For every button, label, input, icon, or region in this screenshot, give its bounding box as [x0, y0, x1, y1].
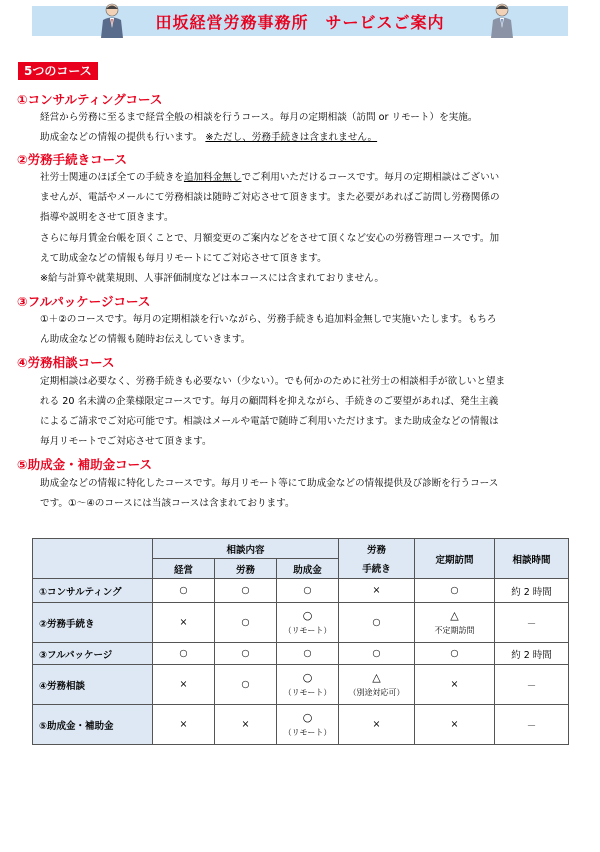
page-title: 田坂経営労務事務所 サービスご案内 — [155, 12, 445, 32]
cell-subsidy-note: （リモート） — [283, 626, 332, 635]
cell-procedures: ○ — [339, 603, 415, 643]
cell-visit — [415, 603, 495, 643]
cell-time: － — [495, 603, 569, 643]
course-subsidy-line-1: 助成金などの情報に特化したコースです。毎月リモート等にて助成金などの情報提供及び診断を行うコース — [40, 478, 499, 489]
cell-procedures: ○ — [339, 643, 415, 665]
header-procedures-2: 手続き — [339, 559, 415, 579]
table-row — [33, 705, 569, 745]
cell-management: × — [153, 603, 215, 643]
cell-management: × — [153, 705, 215, 745]
course-labor-line-1: 社労士関連のほぼ全ての手続きを追加料金無しでご利用いただけるコースです。毎月の定期相談はございい — [40, 172, 500, 183]
course-consult-line-2: れる 20 名未満の企業様限定コースです。毎月の顧問料を抑えながら、手続きのご要望があれば、発生主義 — [40, 396, 499, 407]
table-row — [33, 579, 569, 603]
cell-visit-note: 不定期訪問 — [434, 626, 475, 635]
course-consult-line-1: 定期相談は必要なく、労務手続きも必要ない（少ない）。でも何かのために社労士の相談相手が欲しいと望ま — [40, 376, 506, 387]
cell-labor: ○ — [215, 603, 277, 643]
cell-procedures-note: （別途対応可） — [348, 688, 405, 697]
table-row — [33, 643, 569, 665]
cell-visit: ○ — [415, 643, 495, 665]
row-name: ④労務相談 — [33, 665, 153, 705]
course-title-labor-consultation: ④労務相談コース — [17, 355, 115, 370]
cell-procedures — [339, 665, 415, 705]
cell-labor: × — [215, 705, 277, 745]
cell-time: 約 2 時間 — [495, 579, 569, 603]
cell-subsidy-mark: ○ — [302, 671, 313, 684]
section-label: 5つのコース — [18, 62, 98, 80]
table-row — [33, 603, 569, 643]
course-labor-line-5: えて助成金などの情報も毎月リモートにてご対応させて頂きます。 — [40, 253, 327, 264]
course-title-subsidy: ⑤助成金・補助金コース — [17, 457, 152, 472]
cell-subsidy — [277, 603, 339, 643]
cell-labor: ○ — [215, 643, 277, 665]
header-procedures-1: 労務 — [339, 539, 415, 559]
businessman-left-icon — [98, 2, 126, 38]
header-consultation-group: 相談内容 — [153, 539, 339, 559]
businessman-right-icon — [488, 2, 516, 38]
table-header-row — [33, 539, 569, 559]
course-labor-line-2: ませんが、電話やメールにて労務相談は随時ご対応させて頂きます。また必要があればご訪問し労務関係の — [40, 192, 500, 203]
course-consulting-line-2 — [40, 131, 377, 144]
row-name: ①コンサルティング — [33, 579, 153, 603]
header-regular-visit: 定期訪問 — [415, 539, 495, 579]
cell-visit-mark: △ — [450, 609, 459, 622]
course-consulting-line-2-text: 助成金などの情報の提供も行います。 — [40, 132, 206, 143]
header-management: 経営 — [153, 559, 215, 579]
course-consulting-line-1: 経営から労務に至るまで経営全般の相談を行うコース。毎月の定期相談（訪問 or リモート）を実施。 — [40, 112, 478, 123]
cell-management: ○ — [153, 643, 215, 665]
cell-labor: ○ — [215, 665, 277, 705]
course-consult-line-4: 毎月リモートでご対応させて頂きます。 — [40, 436, 212, 447]
header-subsidy: 助成金 — [277, 559, 339, 579]
course-title-full-package: ③フルパッケージコース — [17, 294, 151, 309]
cell-procedures: × — [339, 579, 415, 603]
course-title-consulting: ①コンサルティングコース — [17, 92, 163, 107]
course-labor-line-6: ※給与計算や就業規則、人事評価制度などは本コースには含まれておりません。 — [40, 273, 384, 284]
cell-subsidy: ○ — [277, 579, 339, 603]
cell-time: － — [495, 665, 569, 705]
course-comparison-table — [32, 538, 569, 745]
course-subsidy-line-2: です。①～④のコースには当該コースは含まれております。 — [40, 498, 295, 509]
cell-subsidy-mark: ○ — [302, 711, 313, 724]
cell-time: － — [495, 705, 569, 745]
row-name: ②労務手続き — [33, 603, 153, 643]
cell-management: × — [153, 665, 215, 705]
header-consult-time: 相談時間 — [495, 539, 569, 579]
row-name: ③フルパッケージ — [33, 643, 153, 665]
cell-time: 約 2 時間 — [495, 643, 569, 665]
cell-subsidy-note: （リモート） — [283, 728, 332, 737]
table-row — [33, 665, 569, 705]
course-full-line-2: ん助成金などの情報も随時お伝えしていきます。 — [40, 334, 251, 345]
cell-subsidy: ○ — [277, 643, 339, 665]
course-labor-line-4: さらに毎月賃金台帳を頂くことで、月額変更のご案内などをさせて頂くなど安心の労務管理コースです。加 — [40, 233, 500, 244]
header-labor: 労務 — [215, 559, 277, 579]
cell-labor: ○ — [215, 579, 277, 603]
course-full-line-1: ①＋②のコースです。毎月の定期相談を行いながら、労務手続きも追加料金無しで実施いたします。もちろ — [40, 314, 497, 325]
cell-procedures-mark: △ — [372, 671, 381, 684]
header-corner-cell — [33, 539, 153, 579]
course-consulting-note: ※ただし、労務手続きは含まれません。 — [205, 132, 378, 143]
cell-visit: ○ — [415, 579, 495, 603]
course-title-labor-procedures: ②労務手続きコース — [17, 152, 127, 167]
cell-procedures: × — [339, 705, 415, 745]
cell-visit: × — [415, 665, 495, 705]
course-consult-line-3: によるご請求でご対応可能です。相談はメールや電話で随時ご利用いただけます。また助成金などの情報は — [40, 416, 499, 427]
cell-subsidy-note: （リモート） — [283, 688, 332, 697]
cell-subsidy — [277, 665, 339, 705]
course-labor-line-3: 指導や説明をさせて頂きます。 — [40, 212, 174, 223]
cell-management: ○ — [153, 579, 215, 603]
cell-visit: × — [415, 705, 495, 745]
cell-subsidy — [277, 705, 339, 745]
row-name: ⑤助成金・補助金 — [33, 705, 153, 745]
cell-subsidy-mark: ○ — [302, 609, 313, 622]
